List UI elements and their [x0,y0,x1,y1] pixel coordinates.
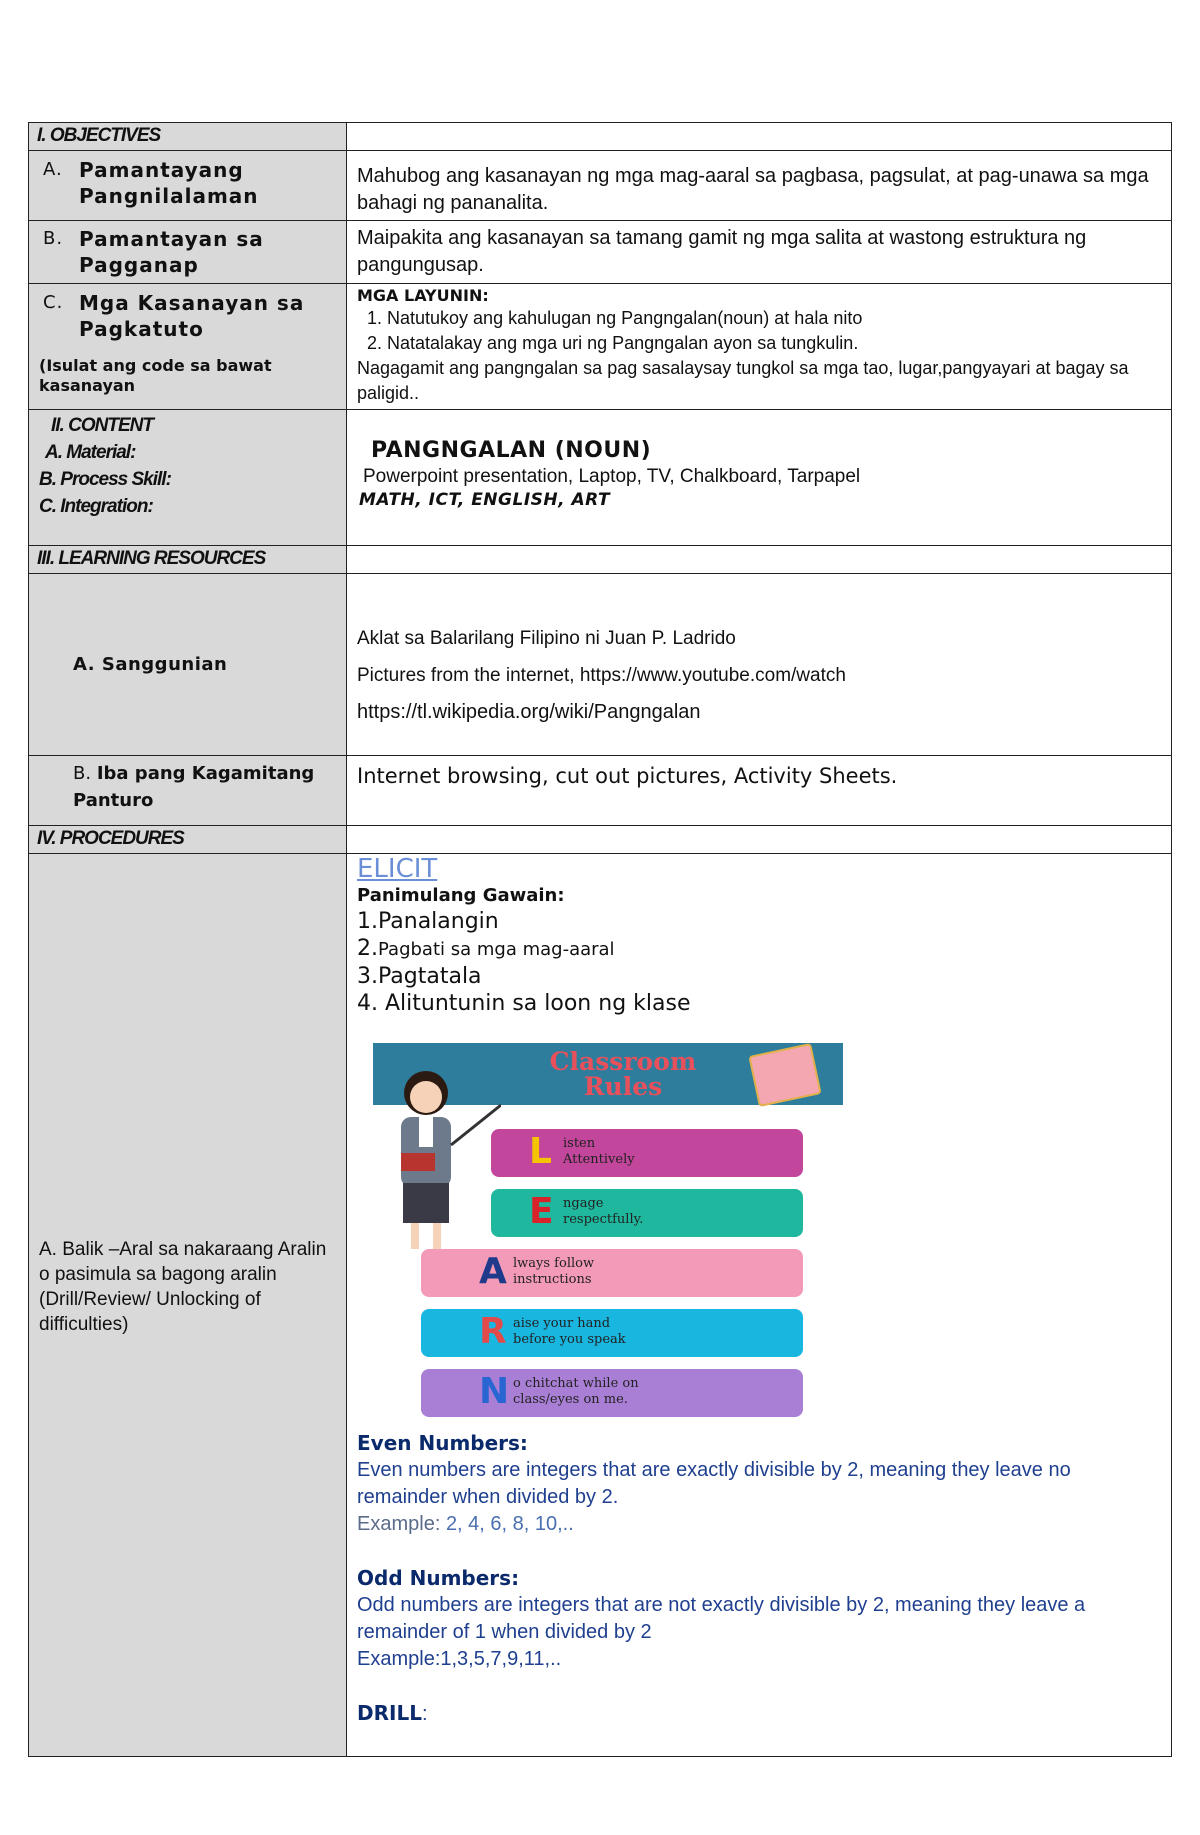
material-label: A. Material: [45,442,136,463]
step-item: 3.Pagtatala [357,964,482,989]
objectives-b-text: Maipakita ang kasanayan sa tamang gamit ng mga salita at wastong estruktura ng pangungusap. [357,227,1087,276]
rule-letter: R [479,1311,507,1352]
sanggunian-line: Aklat sa Balarilang Filipino ni Juan P. Ladrido [357,628,736,649]
content-header: II. CONTENT [51,415,153,436]
content-material: Powerpoint presentation, Laptop, TV, Chalkboard, Tarpapel [363,466,861,487]
content-title: PANGNGALAN (NOUN) [371,438,652,463]
rule-band [421,1249,803,1297]
objectives-header: I. OBJECTIVES [37,125,161,146]
layunin-extra: Nagagamit ang pangngalan sa pag sasalaysay tungkol sa mga tao, lugar,pangyayari at bagay sa paligid.. [357,358,1129,403]
content-integration: MATH, ICT, ENGLISH, ART [359,490,611,510]
layunin-item: 2. Natatalakay ang mga uri ng Pangngalan ayon sa tungkulin. [387,331,1161,356]
kagamitan-label: Iba pang Kagamitang Panturo [73,763,315,811]
objectives-c-title: Mga Kasanayan sa Pagkatuto [79,291,305,341]
poster-title: Classroom [549,1047,697,1076]
content-row [29,410,1172,546]
layunin-label: MGA LAYUNIN: [357,286,489,305]
sanggunian-label: A. Sanggunian [73,654,228,675]
step-item: 1.Panalangin [357,909,499,934]
kagamitan-text: Internet browsing, cut out pictures, Activity Sheets. [357,764,898,788]
rule-band [421,1369,803,1417]
rule-letter: N [479,1371,510,1412]
poster-title: Rules [583,1072,663,1101]
drill-label: DRILL [357,1701,422,1725]
even-example-label: Example: [357,1513,446,1535]
layunin-list [357,306,1161,356]
objectives-a-letter: A. [43,159,63,180]
objectives-b-title: Pamantayan sa Pagganap [79,227,264,277]
rule-band [491,1129,803,1177]
odd-text: Odd numbers are integers that are not exactly divisible by 2, meaning they leave a remainder of 1 when divided by 2 [357,1594,1086,1643]
teacher-icon [381,1065,501,1255]
layunin-item: 1. Natutukoy ang kahulugan ng Pangngalan(noun) at hala nito [387,306,1161,331]
process-skill-label: B. Process Skill: [39,469,171,490]
rule-band [421,1309,803,1357]
objectives-b-letter: B. [43,228,64,249]
elicit-heading: ELICIT [357,854,438,884]
integration-label: C. Integration: [39,496,153,517]
objectives-header-row [29,123,1172,151]
step-item: 2.Pagbati sa mga mag-aaral [357,936,615,961]
even-title: Even Numbers: [357,1431,528,1455]
sanggunian-line: https://tl.wikipedia.org/wiki/Pangngalan [357,701,701,723]
objectives-c-letter: C. [43,292,64,313]
sanggunian-line: Pictures from the internet, https://www.youtube.com/watch [357,665,846,686]
procedures-header: IV. PROCEDURES [37,828,184,849]
rule-band [491,1189,803,1237]
rule-letter: A [479,1251,507,1292]
kagamitan-letter: B. [73,763,92,784]
classroom-rules-poster [373,1043,843,1428]
rule-letter: L [529,1131,552,1172]
objectives-c-row [29,284,1172,410]
panimula-label: Panimulang Gawain: [357,885,565,906]
procedures-header-row [29,826,1172,854]
objectives-a-title: Pamantayang Pangnilalaman [79,158,259,208]
kagamitan-row [29,756,1172,826]
drill-colon: : [421,1703,428,1725]
sanggunian-row [29,574,1172,756]
steps-list [357,908,1161,1017]
objectives-b-row [29,221,1172,284]
objectives-c-note: (Isulat ang code sa bawat kasanayan [39,356,272,395]
rule-letter: E [529,1191,554,1232]
rule-text: lways follow instructions [513,1256,595,1287]
rule-text: o chitchat while on class/eyes on me. [513,1376,639,1407]
lesson-plan-table [28,122,1172,1757]
objectives-a-text: Mahubog ang kasanayan ng mga mag-aaral sa pagbasa, pagsulat, at pag-unawa sa mga bahagi ng pananalita. [357,165,1149,214]
objectives-a-row [29,151,1172,221]
balik-aral-row [29,854,1172,1757]
odd-title: Odd Numbers: [357,1566,520,1590]
step-item: 4. Alituntunin sa loon ng klase [357,991,691,1016]
resources-header-row [29,546,1172,574]
even-example: 2, 4, 6, 8, 10,.. [445,1513,574,1535]
resources-header: III. LEARNING RESOURCES [37,548,266,569]
rule-text: aise your hand before you speak [513,1316,626,1347]
rule-text: isten Attentively [563,1136,635,1167]
odd-example: Example:1,3,5,7,9,11,.. [357,1648,562,1670]
balik-aral-label: A. Balik –Aral sa nakaraang Aralin o pasimula sa bagong aralin (Drill/Review/ Unlocking of difficulties) [39,1239,327,1335]
rule-text: ngage respectfully. [563,1196,644,1227]
even-text: Even numbers are integers that are exactly divisible by 2, meaning they leave no remainder when divided by 2. [357,1459,1071,1508]
